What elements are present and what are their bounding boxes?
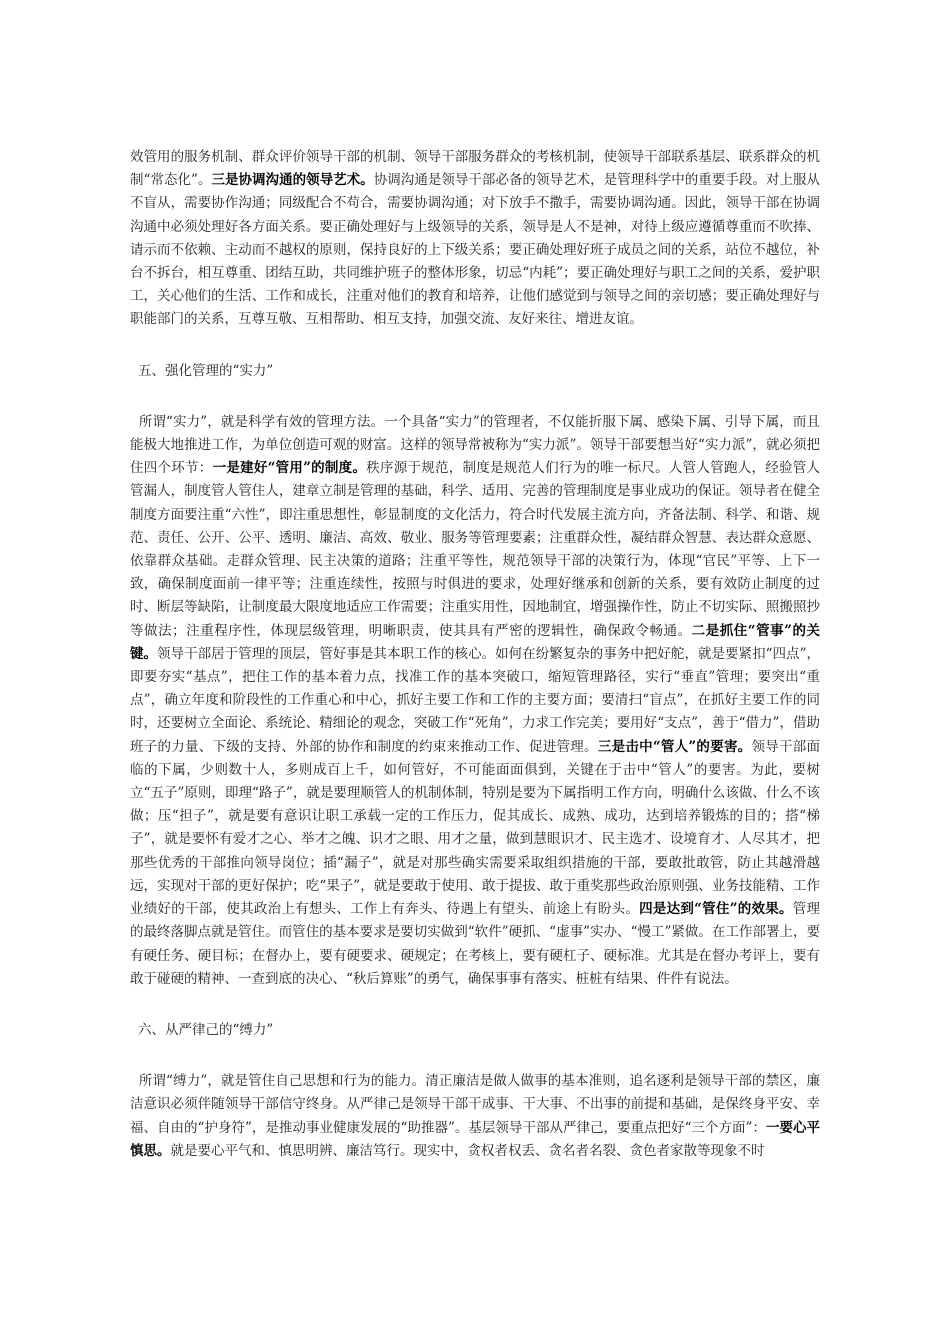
text-run: 协调沟通是领导干部必备的领导艺术，是管理科学中的重要手段。对上服从不盲从，需要协作沟通；同级配合不苟合，需要协调沟通；对下放手不撒手，需要协调沟通。因此，领导干部在协调沟通中必须处理好各方面关系。要正确处理好与上级领导的关系，领导是人不是神，对待上级应遵循尊重而不吹捧、请示而不依赖、主动而不越权的原则，保持良好的上下级关系；要正确处理好班子成员之间的关系，站位不越位，补台不拆台，相互尊重、团结互助，共同维护班子的整体形象，切忌“内耗”；要正确处理好与职工之间的关系，爱护职工，关心他们的生活、工作和成长，注重对他们的教育和培养，让他们感觉到与领导之间的亲切感；要正确处理好与职能部门的关系，互尊互敬、互相帮助、相互支持，加强交流、友好来往、增进友谊。 [130,172,820,328]
paragraph-coordination [130,146,820,332]
bold-subheading: 一要心平慎思。 [130,1119,820,1159]
text-run: 管理的最终落脚点就是管住。而管住的基本要求是要切实做到“软件”硬抓、“虚事”实办、“慢工”紧做。在工作部署上，要有硬任务、硬目标；在督办上，要有硬要求、硬规定；在考核上，要有硬杠子、硬标准。尤其是在督办考评上，要有敢于碰硬的精神、一查到底的决心、“秋后算账”的勇气，确保事事有落实、桩桩有结果、件件有说法。 [130,901,821,987]
bold-subheading: 一是建好“管用”的制度。 [212,460,367,477]
text-run: 就是要心平气和、慎思明辨、廉洁笃行。现实中，贪权者权丢、贪名者名裂、贪色者家散等现象不时 [170,1142,765,1159]
bold-subheading: 三是协调沟通的领导艺术。 [211,172,374,189]
bold-subheading: 四是达到“管住”的效果。 [639,901,793,918]
text-run: 领导干部居于管理的顶层，管好事是其本职工作的核心。如何在纷繁复杂的事务中把好舵，就是要紧扣“四点”，即要夯实“基点”，把住工作的基本着力点，找准工作的基本突破口，缩短管理路径，实行“垂直”管理；要突出“重点”，确立年度和阶段性的工作重心和中心，抓好主要工作和工作的主要方面；要清扫“盲点”，在抓好主要工作的同时，还要树立全面论、系统论、精细论的观念，突破工作“死角”，力求工作完美；要用好“支点”，善于“借力”，借助班子的力量、下级的支持、外部的协作和制度的约束来推动工作、促进管理。 [130,645,820,755]
text-run: 所谓“实力”，就是科学有效的管理方法。一个具备“实力”的管理者，不仅能折服下属、感染下属、引导下属，而且能极大地推进工作，为单位创造可观的财富。这样的领导常被称为“实力派”。领导干部要想当好“实力派”，就必须把住四个环节： [130,413,820,477]
section-heading-5: 五、强化管理的“实力” [138,362,274,379]
paragraph-self-discipline [130,1070,820,1163]
section-heading-6: 六、从严律己的“缚力” [138,1021,274,1038]
paragraph-strength [130,411,820,991]
text-run: 效管用的服务机制、群众评价领导干部的机制、领导干部服务群众的考核机制，使领导干部联系基层、联系群众的机制“常态化”。 [130,149,820,189]
bold-subheading: 三是击中“管人”的要害。 [597,738,752,755]
text-run: 所谓“缚力”，就是管住自己思想和行为的能力。清正廉洁是做人做事的基本准则，追名逐利是领导干部的禁区，廉洁意识必须伴随领导干部信守终身。从严律己是领导干部干成事、干大事、不出事的前提和基础，是保终身平安、幸福、自由的“护身符”，是推动事业健康发展的“助推器”。基层领导干部从严律己，要重点把好“三个方面”： [130,1073,820,1136]
text-run: 秩序源于规范，制度是规范人们行为的唯一标尺。人管人管跑人，经验管人管漏人，制度管人管住人，建章立制是管理的基础，科学、适用、完善的管理制度是事业成功的保证。领导者在健全制度方面要注重“六性”，即注重思想性，彰显制度的文化活力，符合时代发展主流方向，齐备法制、科学、和谐、规范、责任、公开、公平、透明、廉洁、高效、敬业、服务等管理要素；注重群众性，凝结群众智慧、表达群众意愿、依靠群众基础。走群众管理、民主决策的道路；注重平等性，规范领导干部的决策行为，体现“官民”平等、上下一致，确保制度面前一律平等；注重连续性，按照与时俱进的要求，处理好继承和创新的关系，要有效防止制度的过时、断层等缺陷，让制度最大限度地适应工作需要；注重实用性，因地制宜，增强操作性，防止不切实际、照搬照抄等做法；注重程序性，体现层级管理，明晰职责，使其具有严密的逻辑性，确保政令畅通。 [130,460,821,639]
bold-subheading: 二是抓住“管事”的关键。 [130,622,821,662]
text-run: 领导干部面临的下属，少则数十人，多则成百上千，如何管好，不可能面面俱到，关键在于击中“管人”的要害。为此，要树立“五子”原则，即理“路子”，就是要理顺管人的机制体制，特别是要为下属指明工作方向，明确什么该做、什么不该做；压“担子”，就是要有意识让职工承载一定的工作压力，促其成长、成熟、成功，达到培养锻炼的目的；搭“梯子”，就是要怀有爱才之心、举才之魄、识才之眼、用才之量，做到慧眼识才、民主选才、设境育才、人尽其才，把那些优秀的干部推向领导岗位；插“漏子”，就是对那些确实需要采取组织措施的干部，要敢批敢管，防止其越滑越远，实现对干部的更好保护；吃“果子”，就是要敢于使用、敢于提拔、敢于重奖那些政治原则强、业务技能精、工作业绩好的干部，使其政治上有想头、工作上有奔头、待遇上有望头、前途上有盼头。 [130,738,821,918]
